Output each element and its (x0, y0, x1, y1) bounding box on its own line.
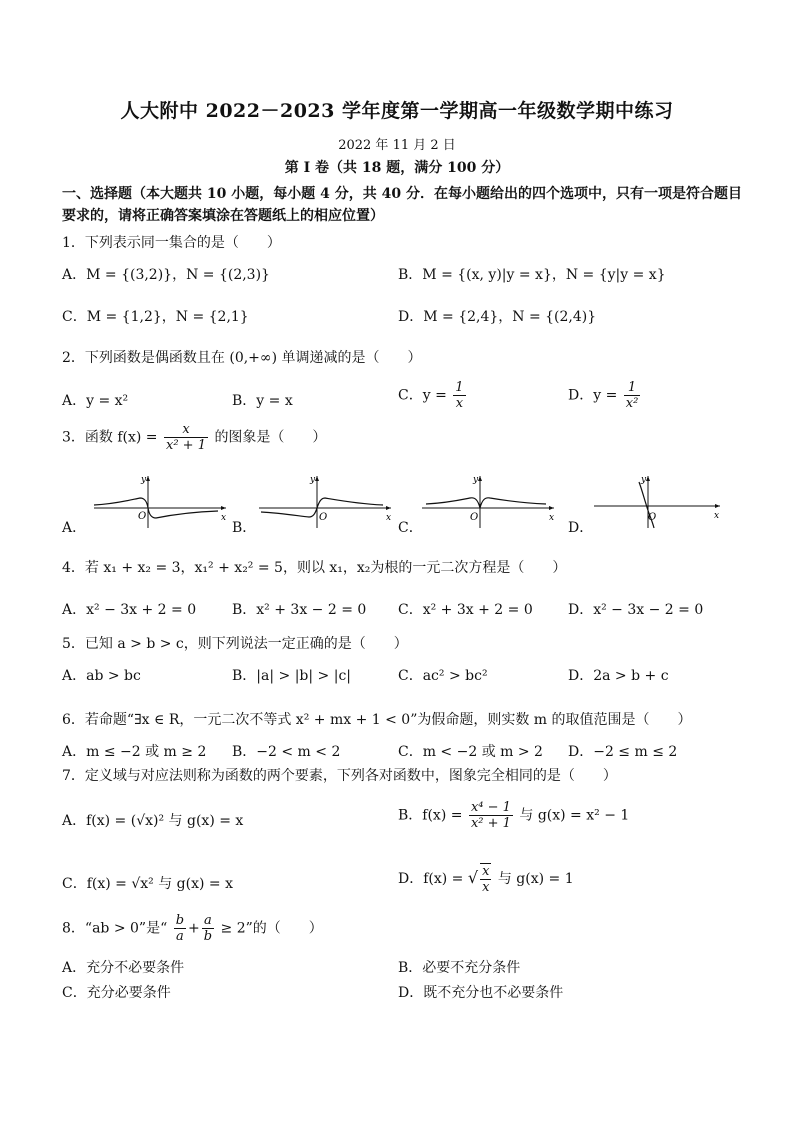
graph-option-d (590, 470, 730, 530)
question-6-option-b: B．−2 < m < 2 (232, 744, 341, 760)
y-axis-arrow (478, 476, 482, 481)
y-axis-label: y (310, 475, 316, 485)
question-5-option-d: D．2a > b + c (568, 668, 669, 684)
question-7-stem: 7．定义域与对应法则称为函数的两个要素，下列各对函数中，图象完全相同的是（ ） (62, 768, 617, 784)
question-7-option-c: C．f(x) = √x² 与 g(x) = x (62, 876, 233, 892)
question-1-option-d: D．M = {2,4}，N = {(2,4)} (398, 309, 597, 325)
question-5-stem: 5．已知 a > b > c，则下列说法一定正确的是（ ） (62, 636, 408, 652)
sqrt-sign-icon: √ (467, 868, 479, 887)
question-2-option-b: B．y = x (232, 393, 293, 409)
question-3-stem-post: 的图象是（ ） (214, 429, 327, 446)
question-5-option-c: C．ac² > bc² (398, 668, 488, 684)
section-instructions (62, 183, 742, 227)
question-2-option-a: A．y = x² (62, 393, 129, 409)
question-6-option-d: D．−2 ≤ m ≤ 2 (568, 744, 678, 760)
question-8-option-d: D．既不充分也不必要条件 (398, 985, 564, 1001)
x-axis-arrow (386, 506, 391, 510)
question-4-option-d: D．x² − 3x − 2 = 0 (568, 602, 704, 618)
origin-label: O (138, 511, 147, 522)
fraction-denominator: x² + 1 (166, 438, 206, 453)
question-6-stem: 6．若命题“∃x ∈ R，一元二次不等式 x² + mx + 1 < 0”为假命题，则实数 m 的取值范围是（ ） (62, 712, 692, 728)
y-axis-label: y (641, 475, 647, 485)
fraction-numerator: 1 (624, 380, 641, 396)
question-7-option-b (398, 800, 629, 831)
fraction-denominator: x (455, 396, 464, 411)
question-8-stem-pre: 8．“ab > 0”是“ (62, 920, 168, 937)
question-4-stem: 4．若 x₁ + x₂ = 3，x₁² + x₂² = 5，则以 x₁，x₂为根的一元二次方程是（ ） (62, 560, 567, 576)
question-7-option-b-pre: B．f(x) = (398, 807, 463, 824)
question-8-option-b: B．必要不充分条件 (398, 960, 521, 976)
question-3-option-c-label: C． (398, 520, 423, 536)
question-4-option-a: A．x² − 3x + 2 = 0 (62, 602, 197, 618)
question-3-stem-pre: 3．函数 f(x) = (62, 429, 158, 446)
fraction-q7d (480, 863, 491, 895)
section-line-1: 一、选择题（本大题共 10 小题，每小题 4 分，共 40 分．在每小题给出的四个选项中，只有一项是符合题目 (62, 186, 742, 202)
question-2-option-c-label: C．y = (398, 387, 447, 404)
fraction-q8b (202, 913, 214, 944)
y-axis-arrow (315, 476, 319, 481)
question-2-option-d-label: D．y = (568, 387, 618, 404)
question-7-option-d (398, 863, 574, 895)
fraction-denominator: x² + 1 (470, 816, 511, 831)
x-axis-arrow (221, 506, 226, 510)
y-axis-arrow (646, 476, 650, 481)
exam-date: 2022 年 11 月 2 日 (338, 138, 456, 153)
question-8-stem: 8．“ab > 0”是“ $\frac{b}{a}$ + $\frac{a}{b}$ ≥ 2”的（ ） (62, 913, 323, 944)
fraction-denominator: b (203, 929, 213, 944)
fraction-numerator: x (164, 422, 208, 438)
fraction-denominator: x (482, 880, 490, 895)
x-axis-label: x (714, 511, 720, 521)
fraction-numerator: 1 (455, 380, 464, 395)
question-7-option-d-pre: D．f(x) = (398, 871, 464, 887)
fraction-q2c (453, 380, 465, 411)
graph-option-c (418, 470, 558, 530)
question-6-option-c: C．m < −2 或 m > 2 (398, 744, 543, 760)
question-1-option-b: B．M = {(x, y)|y = x}，N = {y|y = x} (398, 267, 666, 283)
question-6-option-a: A．m ≤ −2 或 m ≥ 2 (62, 744, 207, 760)
x-axis-label: x (386, 513, 392, 523)
fraction-denominator: a (175, 929, 184, 944)
x-axis-label: x (549, 513, 555, 523)
fraction-numerator: a (202, 913, 214, 929)
x-axis-label: x (221, 513, 227, 523)
question-4-option-c: C．x² + 3x + 2 = 0 (398, 602, 533, 618)
question-1-option-a: A．M = {(3,2)}，N = {(2,3)} (62, 267, 270, 283)
origin-label: O (319, 512, 328, 523)
question-2-option-d (568, 380, 642, 411)
question-7-option-a: A．f(x) = (√x)² 与 g(x) = x (62, 813, 244, 829)
x-axis-arrow (715, 504, 720, 508)
question-8-option-c: C．充分必要条件 (62, 985, 171, 1001)
question-1-stem: 1．下列表示同一集合的是（ ） (62, 235, 281, 251)
fraction-q8a (174, 913, 186, 944)
question-5-option-a: A．ab > bc (62, 668, 141, 684)
fraction-q3 (164, 422, 208, 453)
fraction-denominator: x² (625, 396, 639, 411)
x-axis-arrow (549, 506, 554, 510)
question-5-option-b: B．|a| > |b| > |c| (232, 668, 351, 684)
question-4-option-b: B．x² + 3x − 2 = 0 (232, 602, 367, 618)
graph-option-b (255, 470, 395, 530)
question-3-stem (62, 422, 326, 453)
y-axis-label: y (141, 475, 147, 485)
y-axis-arrow (146, 476, 150, 481)
origin-label: O (648, 512, 657, 523)
fraction-q2d (624, 380, 641, 411)
question-8-stem-post: ≥ 2”的（ ） (220, 920, 323, 937)
graph-option-a (90, 470, 230, 530)
question-3-option-b-label: B． (232, 520, 257, 536)
question-1-option-c: C．M = {1,2}，N = {2,1} (62, 309, 249, 325)
question-3-option-d-label: D． (568, 520, 594, 536)
fraction-numerator: x⁴ − 1 (470, 800, 511, 815)
question-7-option-d-post: 与 g(x) = 1 (497, 871, 574, 887)
question-7-option-b-post: 与 g(x) = x² − 1 (519, 807, 630, 824)
function-curve (426, 498, 546, 508)
part-heading: 第 I 卷（共 18 题，满分 100 分） (284, 160, 510, 176)
question-8-option-a: A．充分不必要条件 (62, 960, 185, 976)
page-title: 人大附中 2022－2023 学年度第一学期高一年级数学期中练习 (120, 100, 674, 122)
fraction-q7b (469, 800, 513, 831)
fraction-numerator: x (482, 864, 490, 879)
origin-label: O (470, 512, 479, 523)
fraction-numerator: b (175, 913, 185, 928)
question-3-option-a-label: A． (62, 520, 87, 536)
y-axis-label: y (473, 475, 479, 485)
question-2-option-c (398, 380, 468, 411)
question-2-stem: 2．下列函数是偶函数且在 (0,+∞) 单调递减的是（ ） (62, 350, 422, 366)
section-line-2: 要求的，请将正确答案填涂在答题纸上的相应位置） (62, 208, 384, 224)
